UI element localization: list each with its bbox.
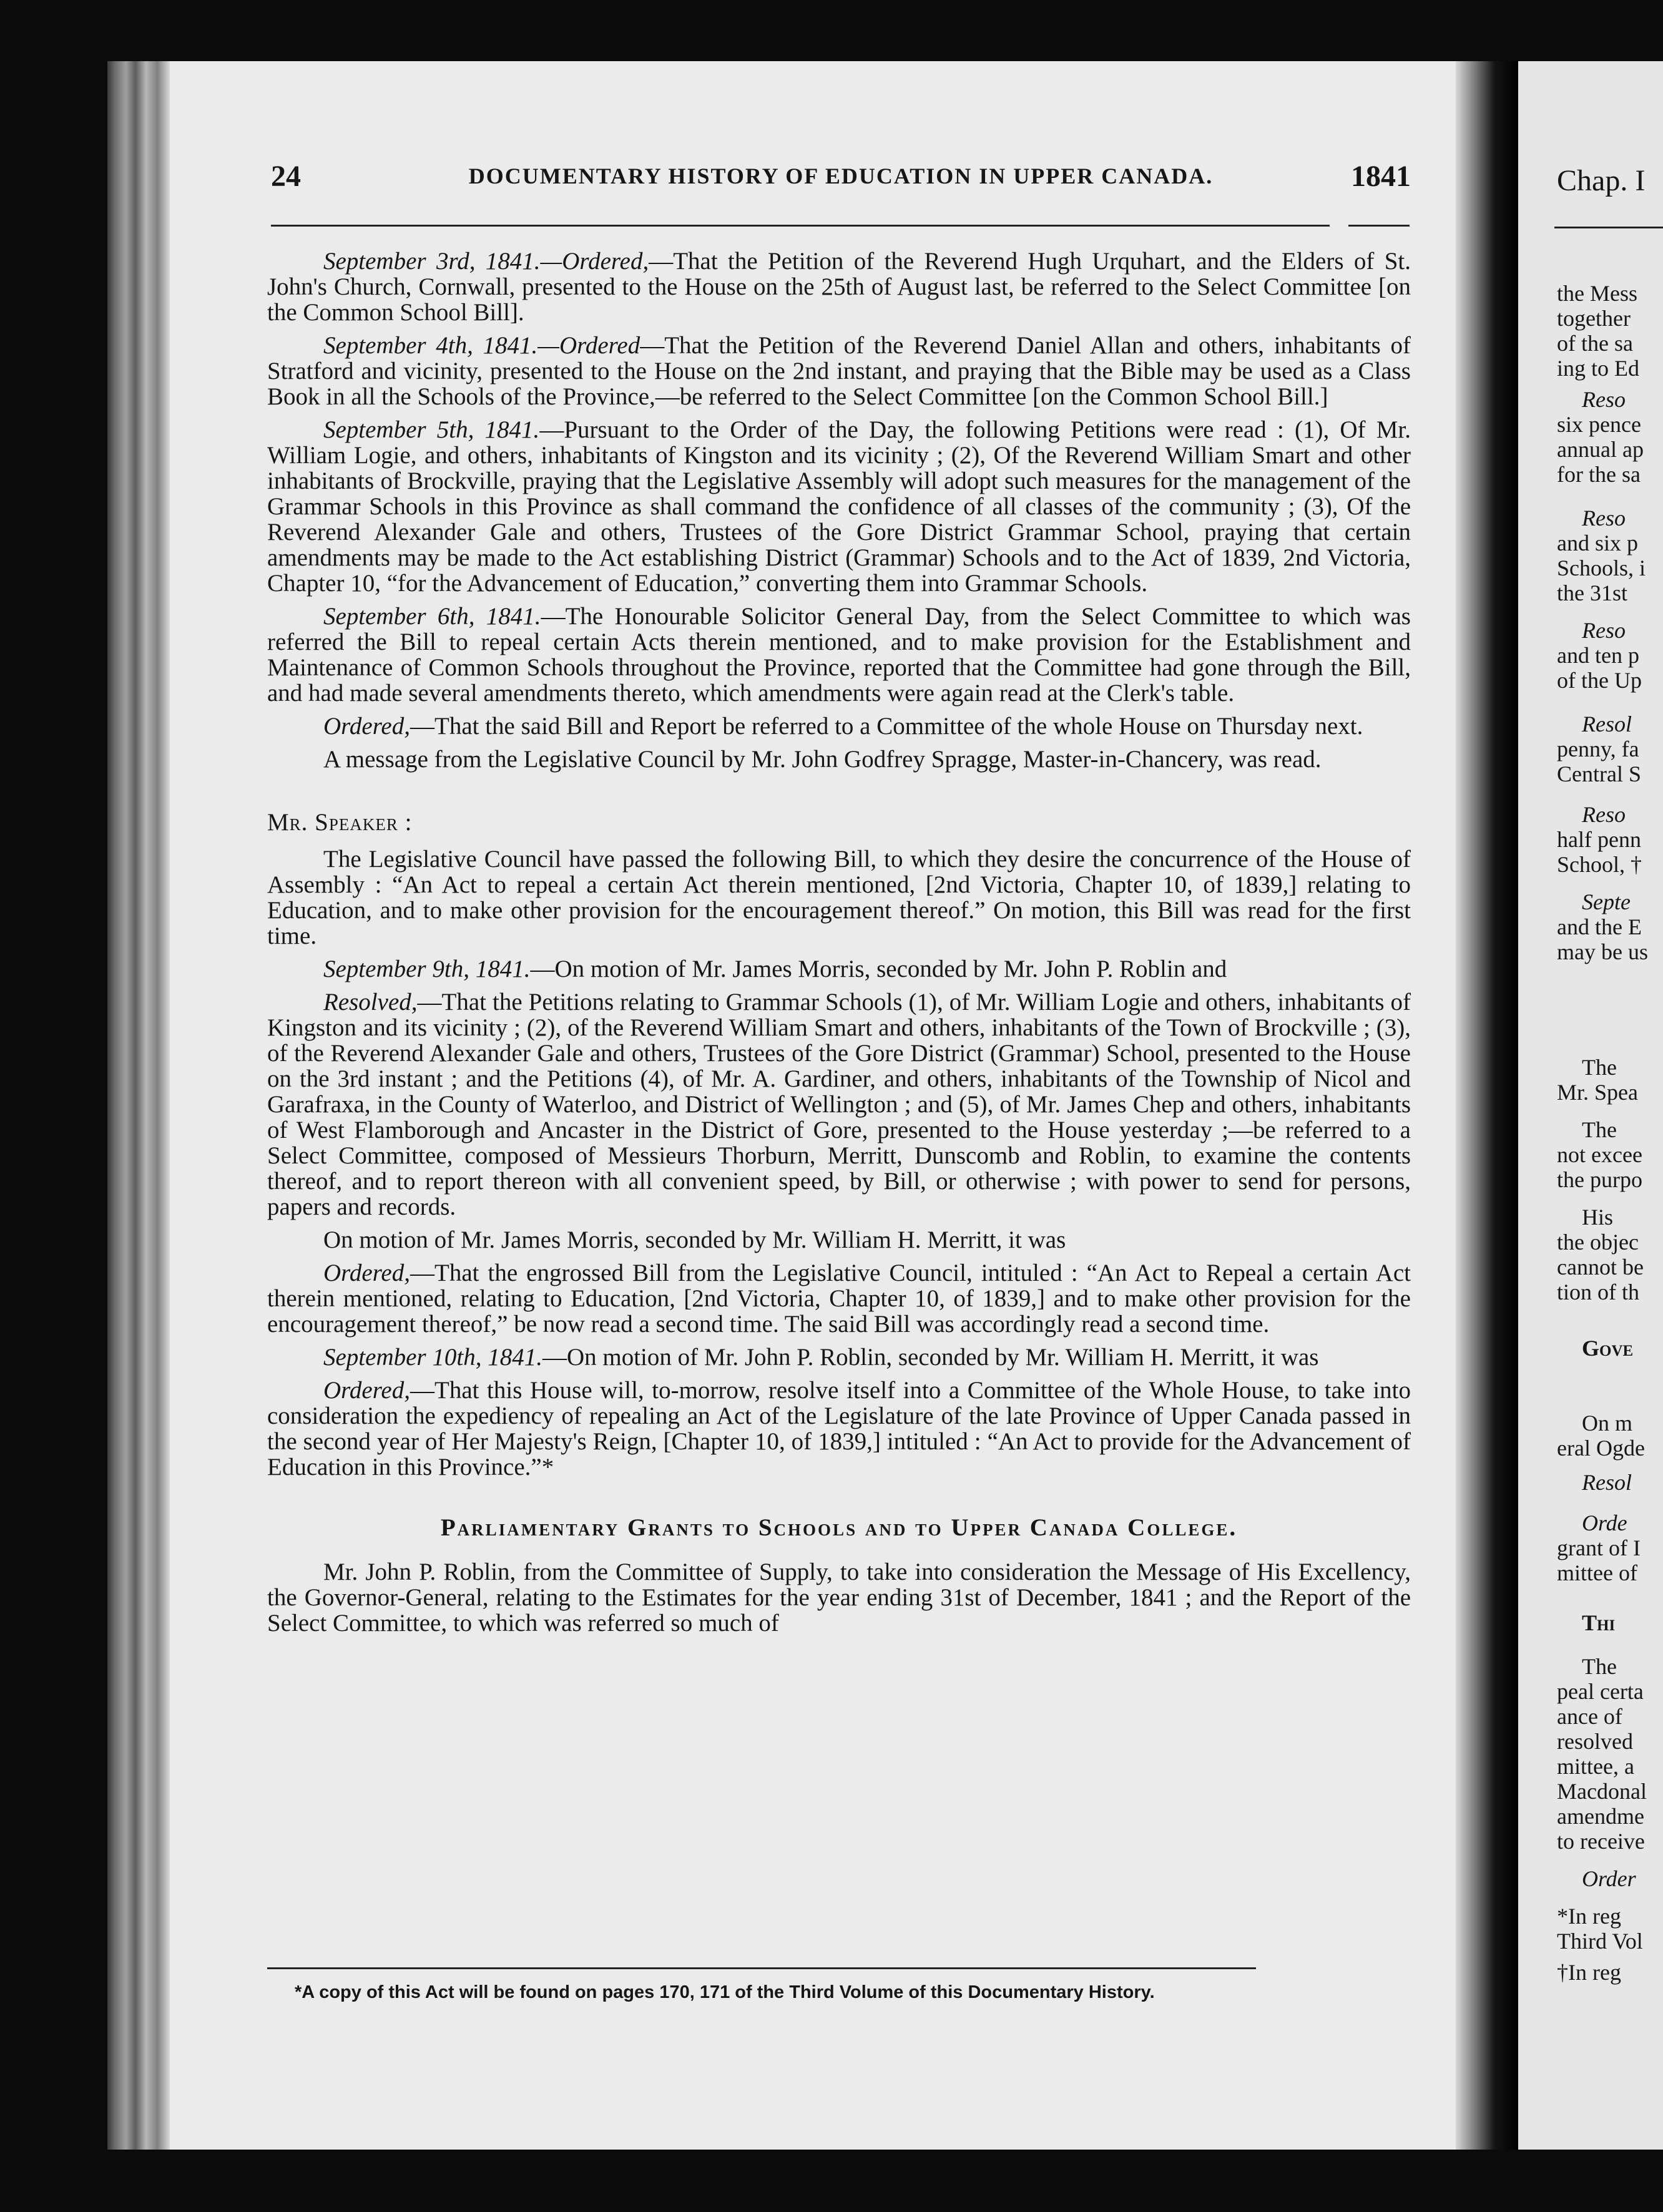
right-page-line: The xyxy=(1582,1117,1617,1142)
footnote-rule xyxy=(267,1967,1256,1969)
right-page-line: His xyxy=(1582,1205,1614,1230)
header-rule xyxy=(271,225,1330,227)
right-page-line: together xyxy=(1557,306,1631,331)
paragraph-text: —That the Petitions relating to Grammar Schools (1), of Mr. William Logie and others, inhabitants of Kingston and its vicinity ; (2), of the Reverend William Smart and others, inhabitants of the Town of Brockville ; (3), of the Reverend Alexander Gale and others, Trustees of the Gore District (Grammar) School, presented to the House on the 3rd instant ; and the Petitions (4), of Mr. A. Gardiner, and others, inhabitants of the Township of Nicol and Garafraxa, in the County of Waterloo, and District of Wellington ; and (5), of Mr. James Chep and others, inhabitants of West Flamborough and Ancaster in the District of Gore, presented to the House yesterday ;—be referred to a Select Committee, composed of Messieurs Thorburn, Merritt, Dunscomb and Roblin, to examine the contents thereof, and to report thereon with all convenient speed, by Bill, or otherwise ; with power to send for persons, papers and records. xyxy=(267,989,1411,1220)
footnote: *A copy of this Act will be found on pages 170, 171 of the Third Volume of this Documentary History. xyxy=(295,1982,1155,2002)
page-body xyxy=(267,248,1411,1643)
paragraph-lead: Resolved, xyxy=(323,989,418,1015)
right-page-line: Mr. Spea xyxy=(1557,1080,1638,1105)
right-page-header: Chap. I xyxy=(1557,164,1646,197)
section-heading: Parliamentary Grants to Schools and to Upper Canada College. xyxy=(440,1514,1238,1541)
right-page-line: the 31st xyxy=(1557,580,1627,605)
running-title: DOCUMENTARY HISTORY OF EDUCATION IN UPPER CANADA. xyxy=(468,164,1214,188)
right-page-line: and the E xyxy=(1557,914,1642,939)
running-header xyxy=(271,159,1411,197)
paragraph-lead: September 10th, 1841. xyxy=(323,1344,542,1371)
paragraph-text: —That this House will, to-morrow, resolve itself into a Committee of the Whole House, to take into consideration the expediency of repealing an Act of the Legislature of the late Province of Upper Canada passed in the second year of Her Majesty's Reign, [Chapter 10, of 1839,] intituled : “An Act to provide for the Advancement of Education in this Province.”* xyxy=(267,1377,1411,1480)
paragraph xyxy=(267,746,1411,772)
right-page-line: The xyxy=(1582,1055,1617,1080)
right-page-line: annual ap xyxy=(1557,437,1644,462)
right-page-line: School, † xyxy=(1557,852,1642,877)
right-page-line: Resol xyxy=(1582,712,1632,737)
paragraph-text: The Legislative Council have passed the following Bill, to which they desire the concurrence of the House of Assembly : “An Act to repeal a certain Act therein mentioned, [2nd Victoria, Chapter 10, of 1839,] relating to Education, and to make other provision for the encouragement thereof.” On motion, this Bill was read for the first time. xyxy=(267,846,1411,949)
right-page-rule xyxy=(1554,227,1663,228)
paragraph: Mr. John P. Roblin, from the Committee of Supply, to take into consideration the Message of His Excellency, the Governor-General, relating to the Estimates for the year ending 31st of December, 1841 ; and the Report of the Select Committee, to which was referred so much of xyxy=(267,1559,1411,1637)
right-page-line: and ten p xyxy=(1557,643,1639,668)
right-page-line: The xyxy=(1582,1654,1617,1679)
right-page-line: grant of I xyxy=(1557,1535,1641,1560)
right-page-line: Reso xyxy=(1582,506,1626,531)
right-page-line: *In reg xyxy=(1557,1904,1621,1929)
right-page-line: tion of th xyxy=(1557,1280,1639,1304)
right-page-line: the objec xyxy=(1557,1230,1639,1255)
right-page-line: eral Ogde xyxy=(1557,1436,1645,1461)
right-page-line: Macdonal xyxy=(1557,1779,1647,1804)
paragraph-text: —That the engrossed Bill from the Legislative Council, intituled : “An Act to Repeal a certain Act therein mentioned, relating to Education, [2nd Victoria, Chapter 10, of 1839,] and to make other provision for the encouragement thereof,” be now read a second time. The said Bill was accordingly read a second time. xyxy=(267,1260,1411,1338)
right-page-line: Orde xyxy=(1582,1510,1627,1535)
paragraph xyxy=(267,956,1411,982)
right-page-line: resolved xyxy=(1557,1729,1633,1754)
right-page-line: cannot be xyxy=(1557,1255,1644,1280)
right-page-line: Reso xyxy=(1582,618,1626,643)
right-page-line: mittee of xyxy=(1557,1560,1637,1585)
right-page-line: the Mess xyxy=(1557,281,1637,306)
paragraph xyxy=(267,846,1411,949)
paragraph-text: —That the Petition of the Reverend Hugh Urquhart, and the Elders of St. John's Church, Cornwall, presented to the House on the 25th of August last, be referred to the Select Committee [on the Common School Bill]. xyxy=(267,248,1411,326)
paragraph-lead: September 9th, 1841. xyxy=(323,956,531,982)
right-page-line: ing to Ed xyxy=(1557,356,1639,381)
right-page-line: peal certa xyxy=(1557,1679,1644,1704)
right-page-line: to receive xyxy=(1557,1829,1645,1854)
right-page-line: the purpo xyxy=(1557,1167,1642,1192)
paragraph-text: —On motion of Mr. James Morris, seconded by Mr. John P. Roblin and xyxy=(530,956,1227,982)
right-page-line: Schools, i xyxy=(1557,555,1646,580)
right-page-line: On m xyxy=(1582,1411,1632,1436)
paragraph-lead: Ordered, xyxy=(323,1260,410,1286)
paragraph xyxy=(267,248,1411,325)
book-spine-edge xyxy=(107,61,170,2150)
paragraph-text: —That the Petition of the Reverend Daniel Allan and others, inhabitants of Stratford and vicinity, presented to the House on the 2nd instant, and praying that the Bible may be used as a Class Book in all the Schools of the Province,—be referred to the Select Committee [on the Common School Bill.] xyxy=(267,332,1411,410)
paragraph-lead: September 4th, 1841.—Ordered xyxy=(323,332,640,359)
paragraph xyxy=(267,417,1411,596)
right-page-line: for the sa xyxy=(1557,462,1641,487)
paragraph xyxy=(267,1227,1411,1253)
right-page-line: of the sa xyxy=(1557,331,1633,356)
right-page-line: penny, fa xyxy=(1557,737,1639,761)
paragraph-lead: September 3rd, 1841.—Ordered, xyxy=(323,248,649,275)
paragraph xyxy=(267,1260,1411,1337)
paragraph-text: —On motion of Mr. John P. Roblin, seconded by Mr. William H. Merritt, it was xyxy=(542,1344,1319,1371)
right-page-line: mittee, a xyxy=(1557,1754,1634,1779)
right-page-line: amendme xyxy=(1557,1804,1644,1829)
paragraph xyxy=(267,333,1411,409)
right-page-line: Gove xyxy=(1582,1336,1634,1361)
right-page-line: ance of xyxy=(1557,1704,1622,1729)
right-page-line: of the Up xyxy=(1557,668,1642,693)
right-page-line: half penn xyxy=(1557,827,1641,852)
paragraph-text: On motion of Mr. James Morris, seconded by Mr. William H. Merritt, it was xyxy=(323,1226,1066,1253)
paragraph-lead: Ordered, xyxy=(323,1377,410,1404)
right-page-line: six pence xyxy=(1557,412,1641,437)
paragraph xyxy=(267,1378,1411,1480)
paragraph-text: —The Honourable Solicitor General Day, from the Select Committee to which was referred the Bill to repeal certain Acts therein mentioned, and to make provision for the Establishment and Maintenance of Common Schools throughout the Province, reported that the Committee had gone through the Bill, and had made several amendments thereto, which amendments were again read at the Clerk's table. xyxy=(267,603,1411,707)
right-page-line: Reso xyxy=(1582,802,1626,827)
paragraph xyxy=(267,989,1411,1220)
right-page-line: Third Vol xyxy=(1557,1929,1643,1954)
paragraph-text: —That the said Bill and Report be referred to a Committee of the whole House on Thursday next. xyxy=(410,713,1363,740)
right-page-line: Reso xyxy=(1582,387,1626,412)
page-number: 24 xyxy=(271,160,301,193)
right-page-line: and six p xyxy=(1557,531,1638,555)
right-page-line: not excee xyxy=(1557,1142,1642,1167)
paragraph-text: —Pursuant to the Order of the Day, the following Petitions were read : (1), Of Mr. William Logie, and others, inhabitants of Kingston and its vicinity ; (2), Of the Reverend William Smart and other inhabitants of Brockville, praying that the Legislative Assembly will adopt such measures for the management of the Grammar Schools in this Province as shall command the confidence of all classes of the community ; (3), Of the Reverend Alexander Gale and others, Trustees of the Gore District Grammar School, praying that certain amendments may be made to the Act establishing District (Grammar) Schools and to the Act of 1839, 2nd Victoria, Chapter 10, “for the Advancement of Education,” converting them into Grammar Schools. xyxy=(267,416,1411,597)
paragraph-text: A message from the Legislative Council by Mr. John Godfrey Spragge, Master-in-Chancery, was read. xyxy=(323,746,1322,773)
header-year: 1841 xyxy=(1351,160,1411,193)
right-page-line: †In reg xyxy=(1557,1960,1621,1985)
paragraph xyxy=(267,1344,1411,1370)
right-page-line: Order xyxy=(1582,1866,1636,1891)
salutation: Mr. Speaker : xyxy=(267,809,413,836)
header-rule-year xyxy=(1348,225,1410,227)
right-page-line: Central S xyxy=(1557,761,1641,786)
paragraph-lead: Ordered, xyxy=(323,713,410,740)
right-page-line: Resol xyxy=(1582,1470,1632,1495)
paragraph-lead: September 5th, 1841. xyxy=(323,416,540,443)
paragraph xyxy=(267,713,1411,739)
book-gutter xyxy=(1456,61,1518,2150)
paragraph-lead: September 6th, 1841. xyxy=(323,603,541,630)
right-page-line: may be us xyxy=(1557,939,1648,964)
right-page-line: Thi xyxy=(1582,1610,1616,1635)
paragraph xyxy=(267,604,1411,706)
right-page-line: Septe xyxy=(1582,889,1631,914)
